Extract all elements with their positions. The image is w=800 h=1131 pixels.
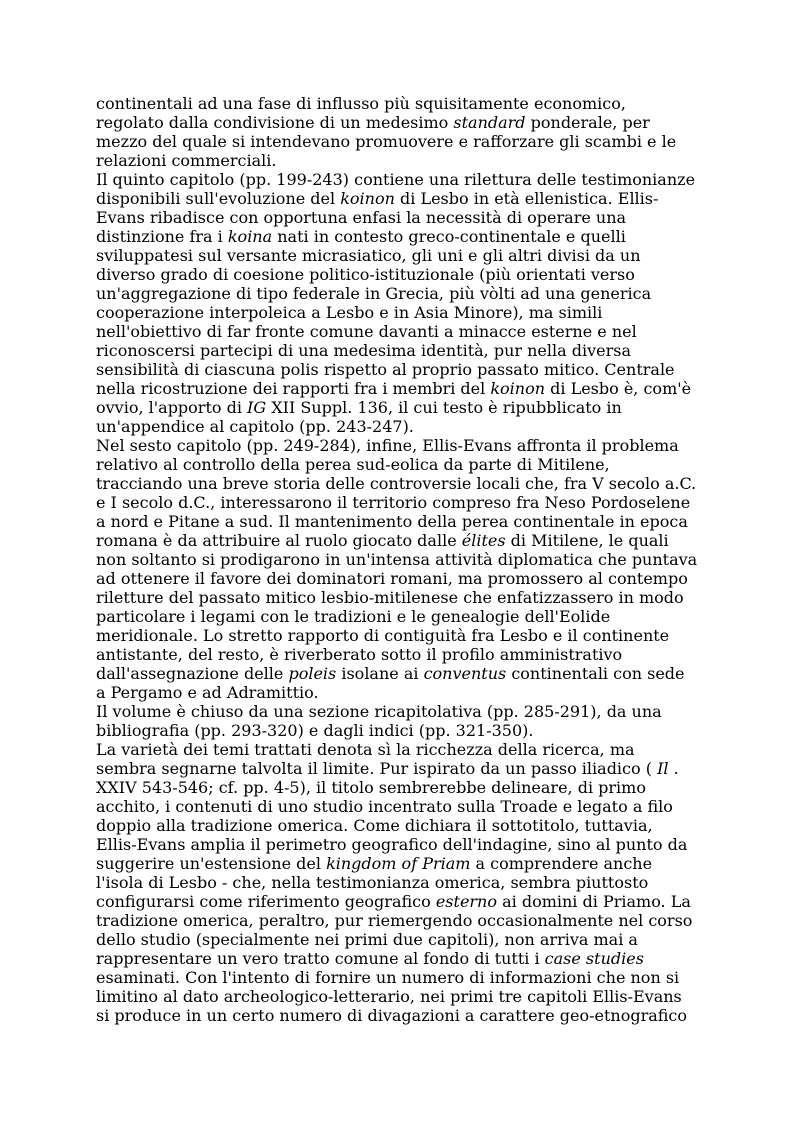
text-line: [96, 607, 716, 626]
text-line: [96, 816, 716, 835]
text-segment: disponibili sull'evoluzione del: [96, 189, 341, 208]
italic-text: koina: [227, 227, 273, 246]
text-segment: Il volume è chiuso da una sezione ricapitolativa (pp. 285-291), da una: [96, 702, 662, 721]
text-segment: mezzo del quale si intendevano promuovere e rafforzare gli scambi e le: [96, 132, 677, 151]
text-segment: rappresentare un vero tratto comune al fondo di tutti i: [96, 949, 545, 968]
text-line: [96, 721, 716, 740]
italic-text: kingdom of Priam: [326, 854, 471, 873]
text-line: [96, 949, 716, 968]
text-segment: esaminati. Con l'intento di fornire un numero di informazioni che non si: [96, 968, 680, 987]
text-segment: ponderale, per: [525, 113, 650, 132]
text-segment: di Lesbo in età ellenistica. Ellis-: [394, 189, 659, 208]
text-segment: di Mitilene, le quali: [505, 531, 669, 550]
text-line: [96, 341, 716, 360]
text-line: [96, 854, 716, 873]
text-line: [96, 968, 716, 987]
text-segment: nella ricostruzione dei rapporti fra i membri del: [96, 379, 491, 398]
italic-text: Il: [657, 759, 669, 778]
text-line: [96, 436, 716, 455]
text-segment: tracciando una breve storia delle controversie locali che, fra V secolo a.C.: [96, 474, 697, 493]
text-line: [96, 512, 716, 531]
text-line: [96, 360, 716, 379]
text-line: [96, 835, 716, 854]
text-line: [96, 132, 716, 151]
text-segment: ovvio, l'apporto di: [96, 398, 248, 417]
text-segment: sembra segnarne talvolta il limite. Pur ispirato da un passo iliadico (: [96, 759, 658, 778]
text-line: [96, 113, 716, 132]
text-segment: relazioni commerciali.: [96, 151, 277, 170]
italic-text: koinon: [490, 379, 546, 398]
text-segment: ai domini di Priamo. La: [497, 892, 691, 911]
text-line: [96, 151, 716, 170]
text-segment: dello studio (specialmente nei primi due capitoli), non arriva mai a: [96, 930, 638, 949]
text-segment: relativo al controllo della perea sud-eolica da parte di Mitilene,: [96, 455, 610, 474]
text-segment: doppio alla tradizione omerica. Come dichiara il sottotitolo, tuttavia,: [96, 816, 653, 835]
text-segment: riconoscersi partecipi di una medesima identità, pur nella diversa: [96, 341, 632, 360]
text-line: [96, 550, 716, 569]
text-line: [96, 683, 716, 702]
text-segment: si produce in un certo numero di divagazioni a carattere geo-etnografico: [96, 1006, 688, 1025]
text-line: [96, 284, 716, 303]
text-segment: nell'obiettivo di far fronte comune davanti a minacce esterne e nel: [96, 322, 637, 341]
text-segment: Ellis-Evans amplia il perimetro geografico dell'indagine, sino al punto da: [96, 835, 688, 854]
text-line: [96, 740, 716, 759]
text-segment: XXIV 543-546; cf. pp. 4-5), il titolo sembrerebbe delineare, di primo: [96, 778, 646, 797]
text-segment: diverso grado di coesione politico-istituzionale (più orientati verso: [96, 265, 635, 284]
text-line: [96, 265, 716, 284]
text-segment: e I secolo d.C., interessarono il territorio compreso fra Neso Pordoselene: [96, 493, 691, 512]
text-line: [96, 569, 716, 588]
text-line: [96, 189, 716, 208]
text-segment: configurarsi come riferimento geografico: [96, 892, 436, 911]
text-line: [96, 170, 716, 189]
text-line: [96, 379, 716, 398]
text-line: [96, 892, 716, 911]
text-line: [96, 759, 716, 778]
text-line: [96, 987, 716, 1006]
text-line: [96, 417, 716, 436]
text-segment: di Lesbo è, com'è: [545, 379, 692, 398]
text-segment: La varietà dei temi trattati denota sì la ricchezza della ricerca, ma: [96, 740, 635, 759]
text-segment: un'aggregazione di tipo federale in Grecia, più vòlti ad una generica: [96, 284, 652, 303]
text-segment: regolato dalla condivisione di un medesimo: [96, 113, 454, 132]
text-line: [96, 797, 716, 816]
italic-text: poleis: [288, 664, 337, 683]
text-line: [96, 626, 716, 645]
text-line: [96, 873, 716, 892]
text-line: [96, 930, 716, 949]
text-segment: suggerire un'estensione del: [96, 854, 327, 873]
text-segment: limitino al dato archeologico-letterario, nei primi tre capitoli Ellis-Evans: [96, 987, 682, 1006]
text-segment: tradizione omerica, peraltro, pur riemergendo occasionalmente nel corso: [96, 911, 693, 930]
text-line: [96, 246, 716, 265]
text-segment: continentali con sede: [506, 664, 685, 683]
text-line: [96, 1006, 716, 1025]
text-line: [96, 702, 716, 721]
text-segment: un'appendice al capitolo (pp. 243-247).: [96, 417, 414, 436]
text-line: [96, 531, 716, 550]
text-segment: isolane ai: [336, 664, 424, 683]
text-segment: cooperazione interpoleica a Lesbo e in Asia Minore), ma simili: [96, 303, 603, 322]
text-segment: ad ottenere il favore dei dominatori romani, ma promossero al contempo: [96, 569, 688, 588]
italic-text: esterno: [435, 892, 497, 911]
text-line: [96, 455, 716, 474]
text-segment: l'isola di Lesbo - che, nella testimonianza omerica, sembra piuttosto: [96, 873, 649, 892]
text-segment: dall'assegnazione delle: [96, 664, 289, 683]
text-segment: nati in contesto greco-continentale e quelli: [272, 227, 626, 246]
text-line: [96, 588, 716, 607]
text-line: [96, 227, 716, 246]
text-segment: sensibilità di ciascuna polis rispetto al proprio passato mitico. Centrale: [96, 360, 675, 379]
text-segment: continentali ad una fase di influsso più squisitamente economico,: [96, 94, 626, 113]
text-segment: Nel sesto capitolo (pp. 249-284), infine, Ellis-Evans affronta il problema: [96, 436, 679, 455]
text-line: [96, 208, 716, 227]
italic-text: koinon: [340, 189, 395, 208]
text-line: [96, 474, 716, 493]
text-line: [96, 94, 716, 113]
italic-text: élites: [461, 531, 506, 550]
italic-text: conventus: [423, 664, 507, 683]
text-segment: romana è da attribuire al ruolo giocato dalle: [96, 531, 462, 550]
text-segment: acchito, i contenuti di uno studio incentrato sulla Troade e legato a filo: [96, 797, 673, 816]
text-segment: distinzione fra i: [96, 227, 228, 246]
italic-text: IG: [247, 398, 267, 417]
text-line: [96, 303, 716, 322]
body-text: [96, 94, 716, 1025]
text-segment: non soltanto si prodigarono in un'intensa attività diplomatica che puntava: [96, 550, 698, 569]
text-segment: particolare i legami con le tradizioni e le genealogie dell'Eolide: [96, 607, 611, 626]
italic-text: standard: [453, 113, 526, 132]
text-line: [96, 322, 716, 341]
text-line: [96, 778, 716, 797]
text-line: [96, 398, 716, 417]
italic-text: case studies: [544, 949, 644, 968]
text-line: [96, 645, 716, 664]
text-segment: antistante, del resto, è riverberato sotto il profilo amministrativo: [96, 645, 623, 664]
text-segment: meridionale. Lo stretto rapporto di contiguità fra Lesbo e il continente: [96, 626, 670, 645]
text-segment: a nord e Pitane a sud. Il mantenimento della perea continentale in epoca: [96, 512, 688, 531]
text-segment: .: [668, 759, 679, 778]
text-segment: XII Suppl. 136, il cui testo è ripubblicato in: [266, 398, 622, 417]
text-segment: Il quinto capitolo (pp. 199-243) contiene una rilettura delle testimonianze: [96, 170, 696, 189]
text-segment: bibliografia (pp. 293-320) e dagli indici (pp. 321-350).: [96, 721, 534, 740]
text-segment: a Pergamo e ad Adramittio.: [96, 683, 319, 702]
text-segment: sviluppatesi sul versante micrasiatico, gli uni e gli altri divisi da un: [96, 246, 641, 265]
text-line: [96, 911, 716, 930]
text-line: [96, 493, 716, 512]
text-line: [96, 664, 716, 683]
text-segment: riletture del passato mitico lesbio-mitilenese che enfatizzassero in modo: [96, 588, 684, 607]
text-segment: a comprendere anche: [470, 854, 653, 873]
text-segment: Evans ribadisce con opportuna enfasi la necessità di operare una: [96, 208, 627, 227]
